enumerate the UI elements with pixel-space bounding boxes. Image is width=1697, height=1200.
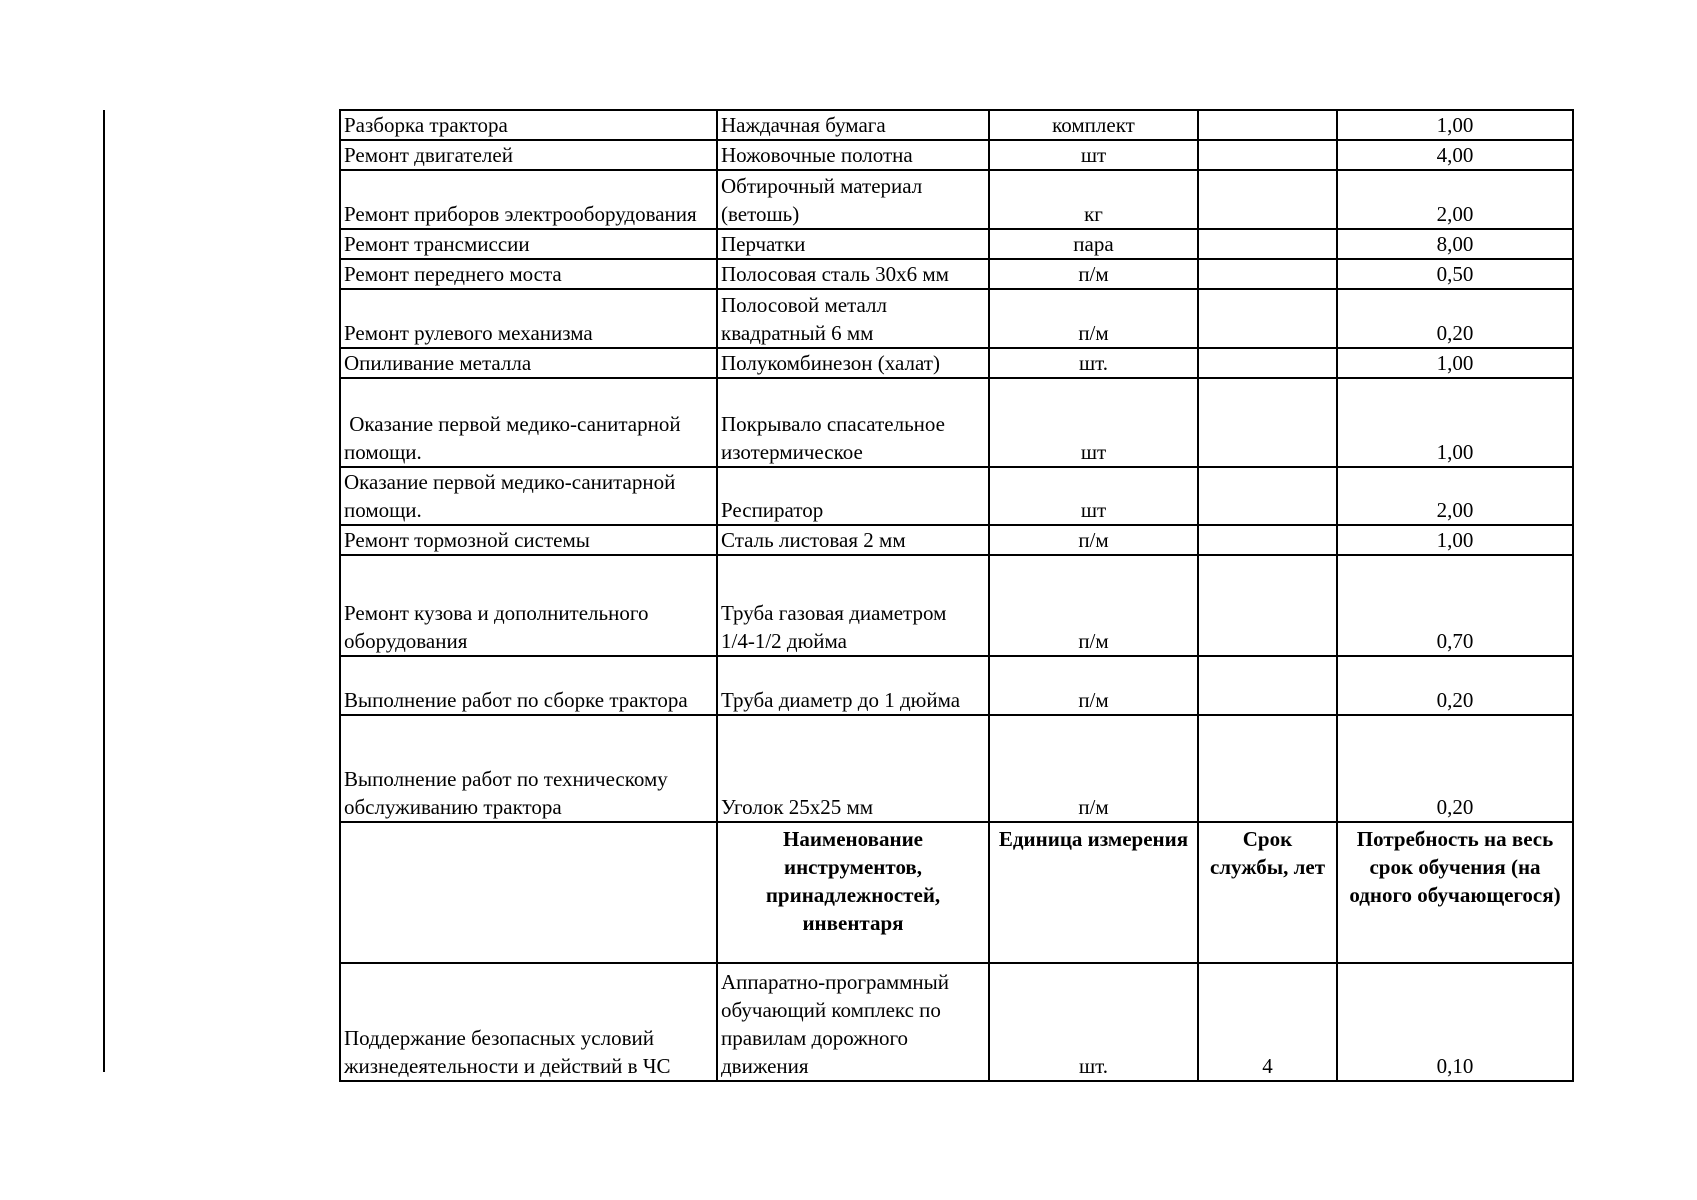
need-cell: 1,00 <box>1337 378 1573 467</box>
need-cell: 1,00 <box>1337 348 1573 378</box>
left-margin-rule <box>103 110 105 1072</box>
unit-cell: п/м <box>989 259 1198 289</box>
life-cell <box>1198 229 1337 259</box>
table-row <box>340 656 1573 715</box>
life-cell <box>1198 656 1337 715</box>
activity-cell: Оказание первой медико-санитарной помощи. <box>340 467 717 525</box>
table-row <box>340 229 1573 259</box>
activity-cell: Оказание первой медико-санитарной помощи. <box>340 378 717 467</box>
material-cell: Перчатки <box>717 229 989 259</box>
life-cell <box>1198 715 1337 822</box>
table-row <box>340 555 1573 656</box>
life-cell <box>1198 110 1337 140</box>
unit-cell: комплект <box>989 110 1198 140</box>
header-unit: Единица измерения <box>989 822 1198 963</box>
table-row <box>340 378 1573 467</box>
unit-cell: п/м <box>989 525 1198 555</box>
need-cell: 1,00 <box>1337 110 1573 140</box>
activity-cell: Ремонт тормозной системы <box>340 525 717 555</box>
activity-cell: Выполнение работ по сборке трактора <box>340 656 717 715</box>
material-cell: Уголок 25х25 мм <box>717 715 989 822</box>
header-life: Срок службы, лет <box>1198 822 1337 963</box>
need-cell: 0,20 <box>1337 715 1573 822</box>
activity-cell: Ремонт кузова и дополнительного оборудования <box>340 555 717 656</box>
table-row <box>340 525 1573 555</box>
table-row <box>340 140 1573 170</box>
material-cell: Обтирочный материал (ветошь) <box>717 170 989 229</box>
table-row <box>340 963 1573 1081</box>
activity-cell: Ремонт переднего моста <box>340 259 717 289</box>
life-cell <box>1198 259 1337 289</box>
life-cell <box>1198 348 1337 378</box>
activity-cell: Разборка трактора <box>340 110 717 140</box>
material-cell: Наждачная бумага <box>717 110 989 140</box>
need-cell: 2,00 <box>1337 467 1573 525</box>
table-row <box>340 259 1573 289</box>
table-row <box>340 289 1573 348</box>
unit-cell: п/м <box>989 656 1198 715</box>
unit-cell: шт <box>989 140 1198 170</box>
need-cell: 0,50 <box>1337 259 1573 289</box>
life-cell <box>1198 140 1337 170</box>
unit-cell: кг <box>989 170 1198 229</box>
need-cell: 4,00 <box>1337 140 1573 170</box>
material-cell: Полосовой металл квадратный 6 мм <box>717 289 989 348</box>
material-cell: Аппаратно-программный обучающий комплекс по правилам дорожного движения <box>717 963 989 1081</box>
unit-cell: п/м <box>989 555 1198 656</box>
life-cell <box>1198 378 1337 467</box>
need-cell: 0,70 <box>1337 555 1573 656</box>
unit-cell: шт. <box>989 348 1198 378</box>
table-row <box>340 715 1573 822</box>
activity-cell: Опиливание металла <box>340 348 717 378</box>
life-cell <box>1198 170 1337 229</box>
need-cell: 0,20 <box>1337 656 1573 715</box>
table-row <box>340 348 1573 378</box>
material-cell: Респиратор <box>717 467 989 525</box>
unit-cell: пара <box>989 229 1198 259</box>
activity-cell: Выполнение работ по техническому обслуживанию трактора <box>340 715 717 822</box>
material-cell: Труба газовая диаметром 1/4-1/2 дюйма <box>717 555 989 656</box>
need-cell: 1,00 <box>1337 525 1573 555</box>
material-cell: Сталь листовая 2 мм <box>717 525 989 555</box>
life-cell <box>1198 467 1337 525</box>
material-cell: Ножовочные полотна <box>717 140 989 170</box>
unit-cell: шт. <box>989 963 1198 1081</box>
unit-cell: шт <box>989 467 1198 525</box>
table-row <box>340 110 1573 140</box>
unit-cell: п/м <box>989 289 1198 348</box>
need-cell: 0,10 <box>1337 963 1573 1081</box>
need-cell: 0,20 <box>1337 289 1573 348</box>
activity-cell: Ремонт двигателей <box>340 140 717 170</box>
header-need: Потребность на весь срок обучения (на одного обучающегося) <box>1337 822 1573 963</box>
material-cell: Труба диаметр до 1 дюйма <box>717 656 989 715</box>
activity-cell: Ремонт рулевого механизма <box>340 289 717 348</box>
need-cell: 8,00 <box>1337 229 1573 259</box>
need-cell: 2,00 <box>1337 170 1573 229</box>
life-cell: 4 <box>1198 963 1337 1081</box>
table-row <box>340 170 1573 229</box>
unit-cell: шт <box>989 378 1198 467</box>
materials-table <box>339 109 1574 1082</box>
header-material: Наименование инструментов, принадлежностей, инвентаря <box>717 822 989 963</box>
activity-cell: Ремонт приборов электрооборудования <box>340 170 717 229</box>
table-row <box>340 467 1573 525</box>
life-cell <box>1198 555 1337 656</box>
material-cell: Полукомбинезон (халат) <box>717 348 989 378</box>
unit-cell: п/м <box>989 715 1198 822</box>
activity-cell: Поддержание безопасных условий жизнедеятельности и действий в ЧС <box>340 963 717 1081</box>
activity-cell: Ремонт трансмиссии <box>340 229 717 259</box>
column-header-row <box>340 822 1573 963</box>
header-activity <box>340 822 717 963</box>
life-cell <box>1198 289 1337 348</box>
material-cell: Полосовая сталь 30х6 мм <box>717 259 989 289</box>
life-cell <box>1198 525 1337 555</box>
material-cell: Покрывало спасательное изотермическое <box>717 378 989 467</box>
